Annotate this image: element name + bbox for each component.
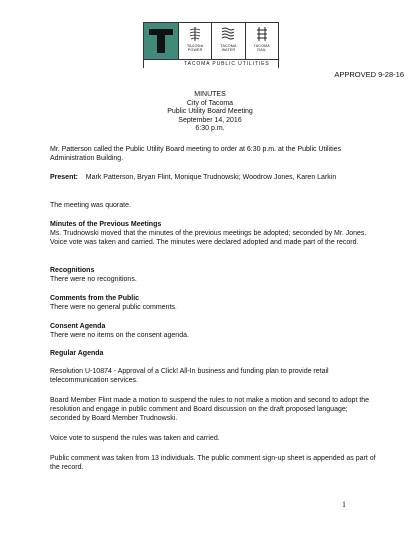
section-consent-agenda <box>50 323 376 341</box>
present-label: Present: <box>50 174 79 181</box>
minutes-title: MINUTES <box>194 91 226 98</box>
logo-rail-cell <box>245 23 278 59</box>
section-text: Ms. Trudnowski moved that the minutes of the previous meetings be adopted; seconded by Mr. Jones. Voice vote was taken and carried. The minutes were declared adopted and made part of the record. <box>50 229 367 246</box>
logo-t-mark <box>144 23 178 59</box>
regular-paragraph-1: Resolution U-10874 - Approval of a Click! All-In business and funding plan to provide retail telecommunication services. <box>50 368 329 384</box>
org-name: City of Tacoma <box>186 99 234 107</box>
intro-paragraph: Mr. Patterson called the Public Utility Board meeting to order at 6:30 p.m. at the Public Utilities Administration Building. <box>50 146 342 162</box>
tacoma-public-utilities-logo <box>143 22 279 68</box>
approved-stamp: APPROVED 9-28-16 <box>334 70 404 79</box>
section-minutes-previous <box>50 221 376 247</box>
minutes-header <box>0 91 420 134</box>
section-public-comments <box>50 295 376 313</box>
logo-power-cell <box>178 23 211 59</box>
section-heading: Comments from the Public <box>50 295 140 302</box>
section-text: There were no recognitions. <box>50 275 137 283</box>
regular-paragraph-3: Voice vote to suspend the rules was taken and carried. <box>50 435 220 442</box>
present-names: Mark Patterson, Bryan Flint, Monique Trudnowski; Woodrow Jones, Karen Larkin <box>85 174 337 181</box>
section-heading: Minutes of the Previous Meetings <box>50 221 162 228</box>
rail-icon <box>255 26 269 42</box>
meeting-name: Public Utility Board Meeting <box>167 108 253 116</box>
logo-strip-text: TACOMA PUBLIC UTILITIES <box>184 61 270 67</box>
section-text: There were no items on the consent agenda. <box>50 331 189 339</box>
page-number: 1 <box>342 500 346 509</box>
section-recognitions <box>50 267 376 285</box>
section-heading: Consent Agenda <box>50 323 106 330</box>
section-text: There were no general public comments. <box>50 303 177 311</box>
present-paragraph <box>50 174 376 183</box>
logo-strip <box>144 59 278 68</box>
power-caption: TACOMA POWER <box>187 44 204 52</box>
water-caption: TACOMA WATER <box>220 44 237 52</box>
logo-water-cell <box>211 23 244 59</box>
section-regular-agenda-heading <box>50 350 376 359</box>
regular-paragraph-2: Board Member Flint made a motion to suspend the rules to not make a motion and second to adopt the resolution and engage in public comment and Board discussion on the draft proposed language; seconded by Board Member Trudnowski. <box>50 397 370 422</box>
section-heading: Regular Agenda <box>50 350 104 357</box>
meeting-time: 6:30 p.m. <box>195 125 225 133</box>
power-icon <box>188 26 202 42</box>
water-icon <box>221 26 235 42</box>
rail-caption: TACOMA RAIL <box>253 44 270 52</box>
quorate-paragraph: The meeting was quorate. <box>50 202 131 209</box>
regular-paragraph-4: Public comment was taken from 13 individuals. The public comment sign-up sheet is appended as part of the record. <box>50 455 376 471</box>
meeting-date: September 14, 2016 <box>178 116 242 124</box>
section-heading: Recognitions <box>50 267 95 274</box>
